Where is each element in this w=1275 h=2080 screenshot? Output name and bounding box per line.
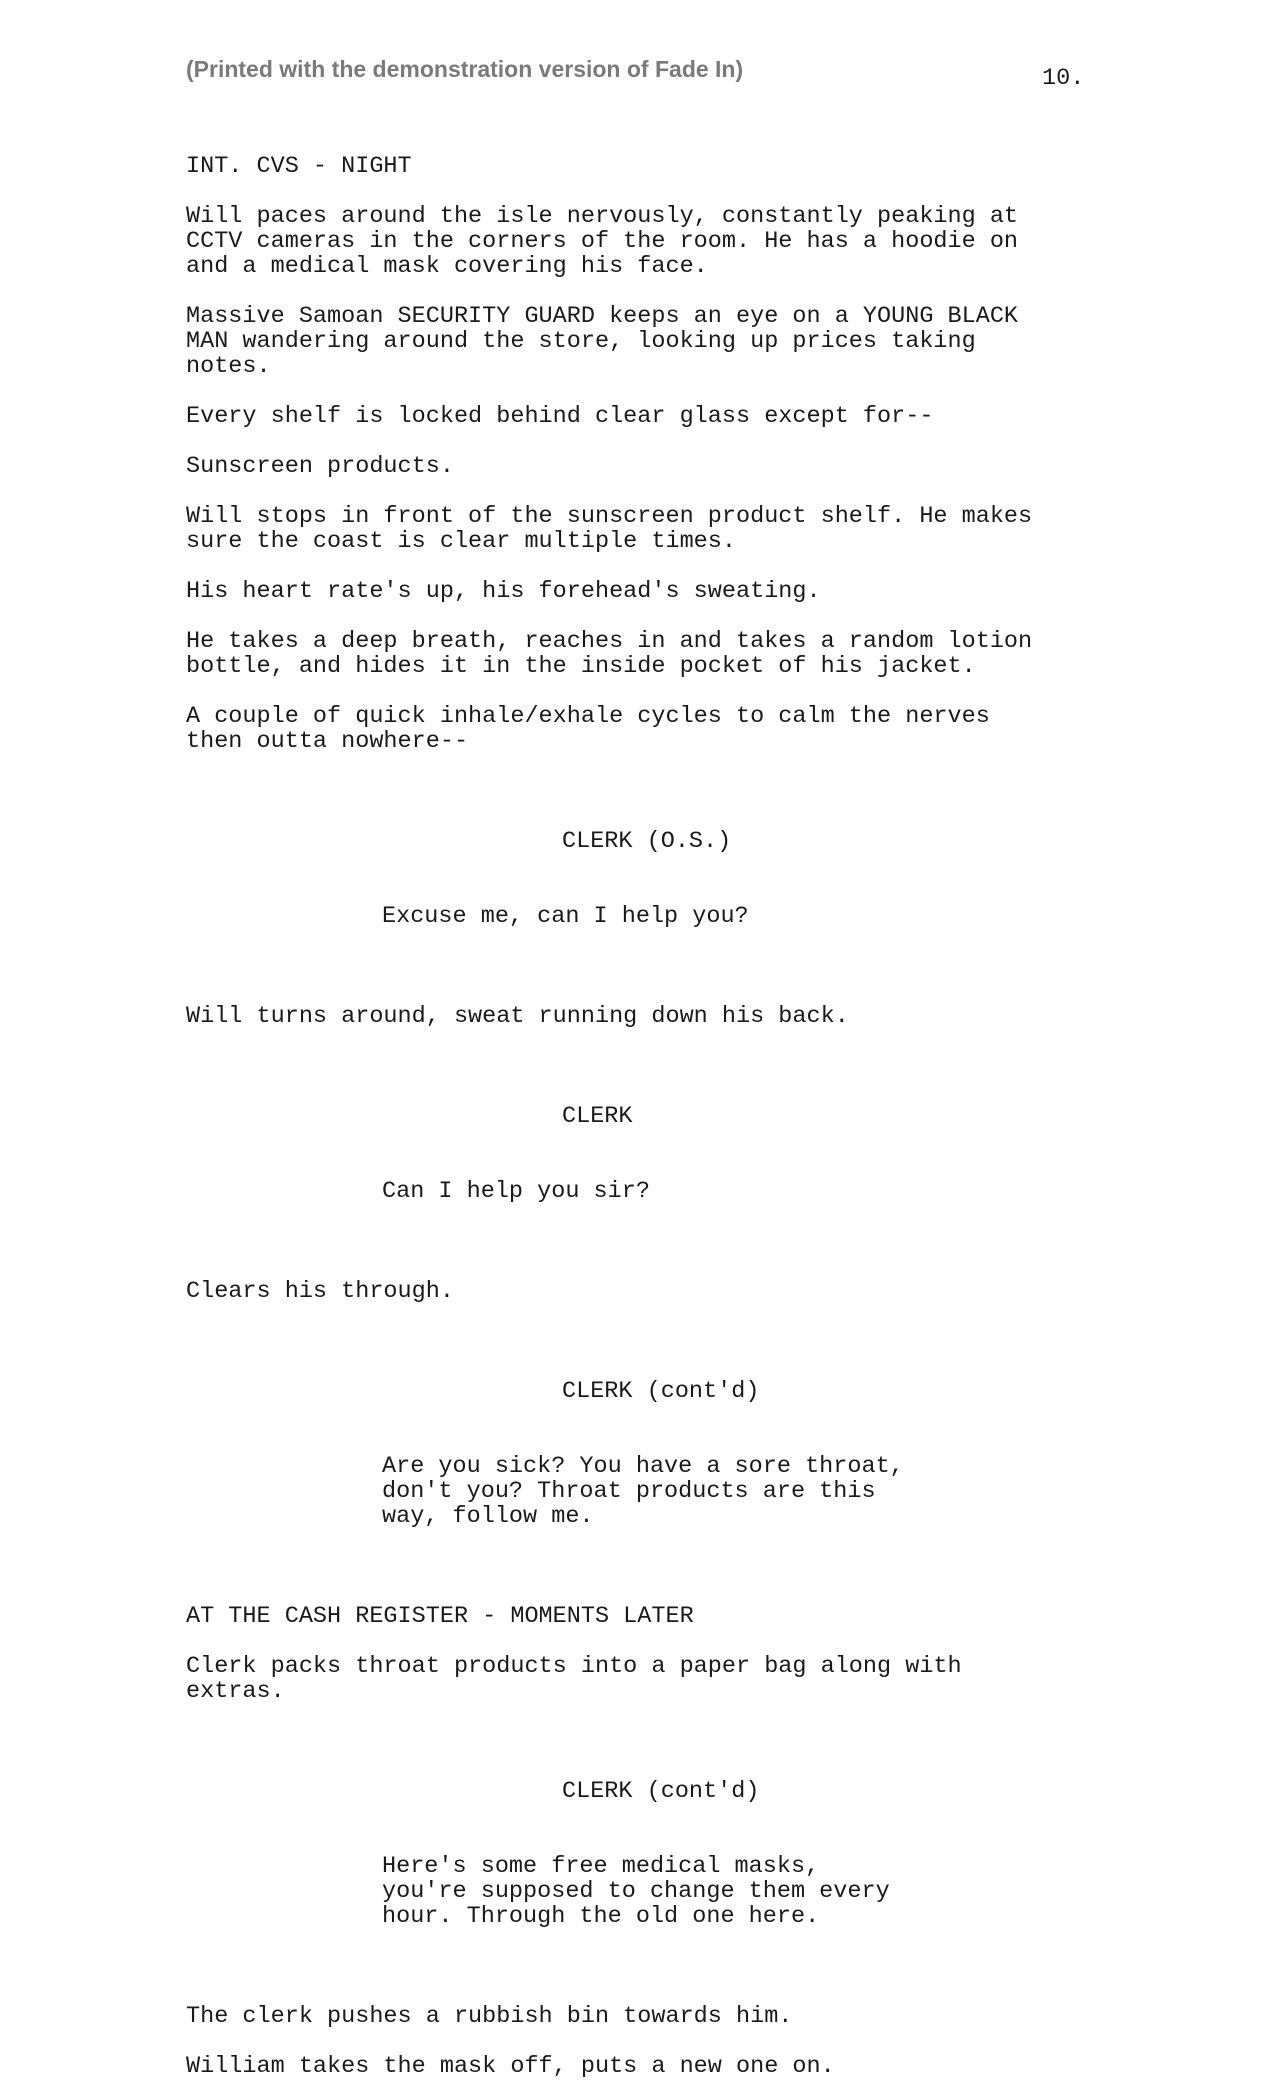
action-line: Sunscreen products. (186, 453, 454, 480)
action-line: William takes the mask off, puts a new one on. (186, 2053, 835, 2080)
action-line: Will paces around the isle nervously, constantly peaking at CCTV cameras in the corners of the room. He has a hoodie on and a medical mask covering his face. (186, 203, 1019, 280)
action-line: The clerk pushes a rubbish bin towards him. (186, 2003, 793, 2030)
action-line: Will stops in front of the sunscreen product shelf. He makes sure the coast is clear multiple times. (186, 503, 1033, 555)
dialogue-block (186, 1329, 1106, 1579)
action-line: A couple of quick inhale/exhale cycles to calm the nerves then outta nowhere-- (186, 703, 990, 755)
dialogue-text: Are you sick? You have a sore throat, don't you? Throat products are this way, follow me. (382, 1453, 904, 1530)
action-line: He takes a deep breath, reaches in and takes a random lotion bottle, and hides it in the inside pocket of his jacket. (186, 628, 1033, 680)
action-line: Every shelf is locked behind clear glass except for-- (186, 403, 934, 430)
dialogue-text: Here's some free medical masks, you're supposed to change them every hour. Through the old one here. (382, 1853, 890, 1930)
scene-heading: AT THE CASH REGISTER - MOMENTS LATER (186, 1603, 694, 1630)
dialogue-text: Can I help you sir? (382, 1178, 650, 1205)
action-line: Clerk packs throat products into a paper bag along with extras. (186, 1653, 962, 1705)
dialogue-block (186, 1729, 1106, 1979)
character-name: CLERK (562, 1103, 633, 1130)
dialogue-block (186, 1054, 1106, 1254)
action-line: Clears his through. (186, 1278, 454, 1305)
dialogue-text: Excuse me, can I help you? (382, 903, 749, 930)
character-name: CLERK (cont'd) (562, 1378, 760, 1405)
dialogue-block (186, 779, 1106, 979)
action-line: His heart rate's up, his forehead's sweating. (186, 578, 821, 605)
action-line: Will turns around, sweat running down his back. (186, 1003, 849, 1030)
character-name: CLERK (cont'd) (562, 1778, 760, 1805)
page-number: 10. (1042, 65, 1085, 92)
scene-heading: INT. CVS - NIGHT (186, 153, 412, 180)
screenplay-page (186, 154, 1106, 2079)
action-line: Massive Samoan SECURITY GUARD keeps an eye on a YOUNG BLACK MAN wandering around the store, looking up prices taking notes. (186, 303, 1019, 380)
character-name: CLERK (O.S.) (562, 828, 732, 855)
demo-watermark: (Printed with the demonstration version of Fade In) (186, 56, 744, 82)
